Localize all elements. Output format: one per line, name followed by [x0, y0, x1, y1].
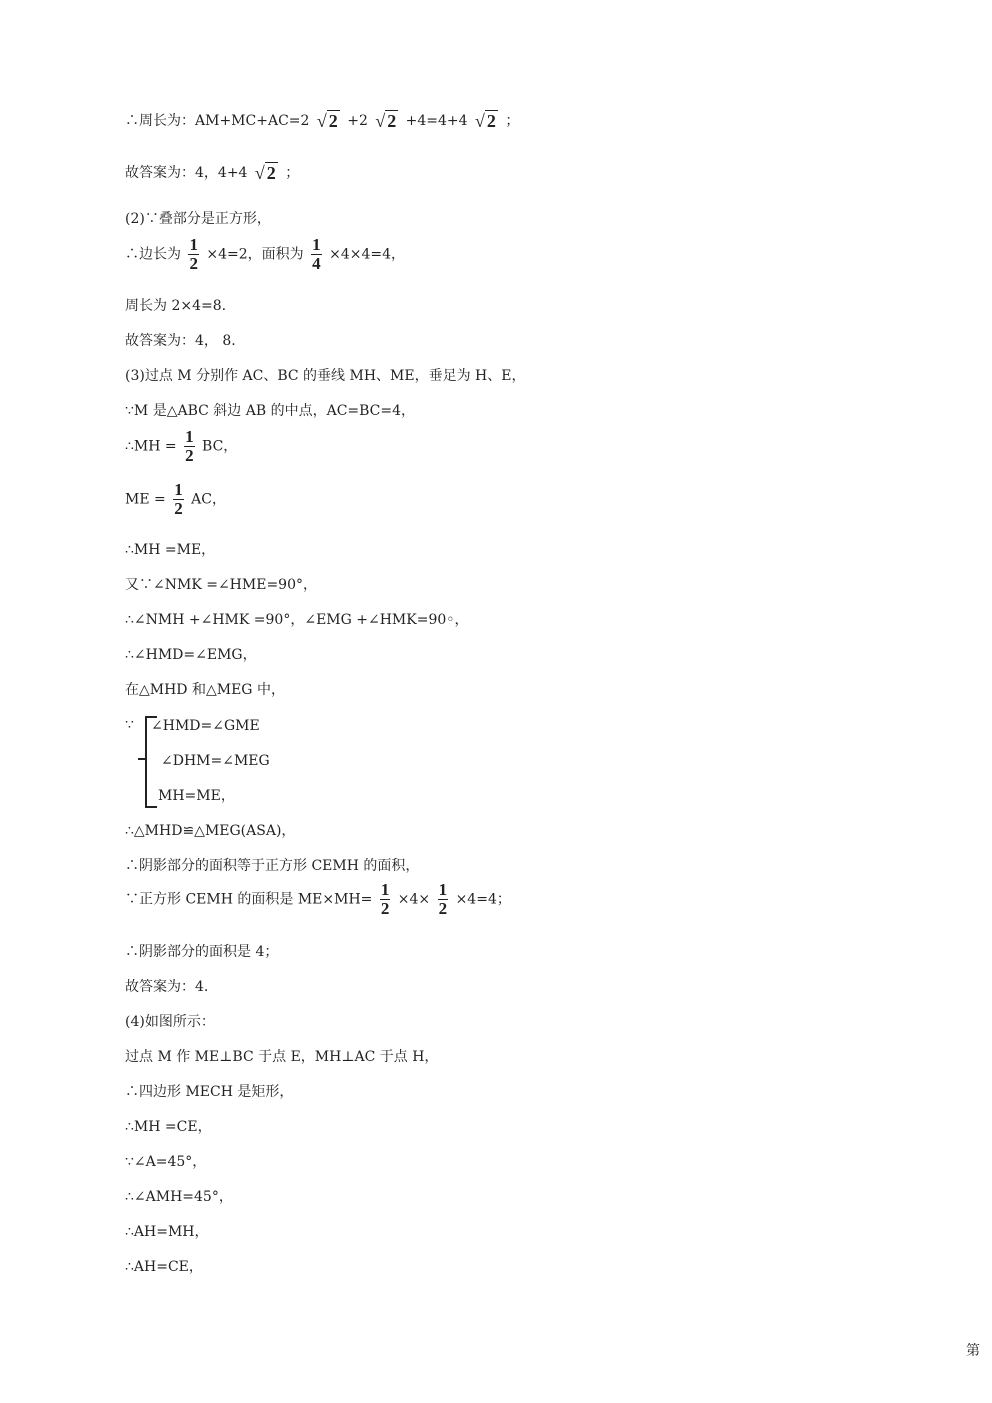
shaded-area-line: ∴阴影部分的面积等于正方形 CEMH 的面积， [125, 858, 420, 874]
side-area-line [125, 236, 405, 273]
fraction-quarter: $\frac{1}{4}$ [312, 235, 321, 273]
ah-mh-line: ∴AH=MH， [125, 1224, 209, 1240]
text: ； [505, 113, 520, 129]
part-3-heading: (3)过点 M 分别作 AC、BC 的垂线 MH、ME，垂足为 H、E， [125, 368, 526, 384]
angle-line-3: ∴∠HMD=∠EMG， [125, 647, 257, 663]
fraction-half: $\frac{1}{2}$ [189, 235, 198, 273]
congruence-line: ∴△MHD≌△MEG(ASA)， [125, 823, 296, 839]
sqrt-2: √ 2 [316, 111, 338, 131]
text: ×4=4； [455, 891, 511, 908]
answer-2-line: 故答案为：4， 8. [125, 333, 236, 349]
text: 故答案为：4，4+4 [125, 165, 248, 181]
part-4-heading: (4)如图所示： [125, 1014, 215, 1030]
perpendicular-line: 过点 M 作 ME⊥BC 于点 E，MH⊥AC 于点 H， [125, 1049, 439, 1065]
text: ME = [125, 491, 166, 508]
perimeter-2-line: 周长为 2×4=8. [125, 298, 227, 314]
fraction-half: $\frac{1}{2}$ [438, 880, 448, 918]
answer-line [125, 162, 299, 184]
text: +2 [347, 113, 368, 129]
system-row-1: ∠HMD=∠GME [151, 718, 260, 734]
mh-eq-me-line: ∴MH =ME， [125, 542, 216, 558]
text: ； [285, 165, 300, 181]
fraction-half: $\frac{1}{2}$ [174, 480, 183, 518]
sqrt-2: √ 2 [375, 111, 397, 131]
fraction-half: $\frac{1}{2}$ [185, 427, 194, 465]
system-row-3: MH=ME， [158, 788, 235, 804]
ah-ce-line: ∴AH=CE， [125, 1259, 203, 1275]
text: +4=4+4 [405, 113, 468, 129]
system-row-2: ∠DHM=∠MEG [161, 753, 270, 769]
sqrt-2: √ 2 [254, 163, 276, 183]
text: ×4=2，面积为 [206, 246, 304, 263]
fraction-half: $\frac{1}{2}$ [380, 880, 390, 918]
angle-amh-line: ∴∠AMH=45°， [125, 1189, 233, 1205]
triangle-line: 在△MHD 和△MEG 中， [125, 682, 285, 698]
shaded-area-result: ∴阴影部分的面积是 4； [125, 944, 279, 960]
rectangle-line: ∴四边形 MECH 是矩形， [125, 1084, 294, 1100]
text: ∵正方形 CEMH 的面积是 ME×MH= [125, 891, 373, 908]
square-area-line [125, 881, 511, 918]
text: ∴边长为 [125, 246, 181, 263]
angle-line-1: 又∵∠NMK =∠HME=90°， [125, 577, 317, 593]
because-symbol: ∵ [125, 717, 134, 733]
system-brace-tick [138, 758, 146, 760]
answer-3-line: 故答案为：4. [125, 979, 209, 995]
angle-a-line: ∵∠A=45°， [125, 1154, 207, 1170]
mh-ce-line: ∴MH =CE， [125, 1119, 212, 1135]
text: AC， [191, 491, 226, 508]
text: ∴MH = [125, 438, 177, 455]
text: BC， [202, 438, 238, 455]
angle-line-2: ∴∠NMH +∠HMK =90°，∠EMG +∠HMK=90◦， [125, 612, 469, 628]
text: ×4×4=4， [329, 246, 406, 263]
part-2-heading: (2)∵叠部分是正方形， [125, 211, 271, 227]
text: ×4× [397, 891, 431, 908]
page-footer: 第 [966, 1343, 980, 1359]
sqrt-2: √ 2 [475, 111, 496, 131]
text: ∴周长为：AM+MC+AC=2 [125, 113, 310, 129]
perimeter-line [125, 110, 519, 132]
me-line [125, 481, 226, 518]
mh-line [125, 428, 237, 465]
midpoint-line: ∵M 是△ABC 斜边 AB 的中点，AC=BC=4， [125, 403, 416, 419]
